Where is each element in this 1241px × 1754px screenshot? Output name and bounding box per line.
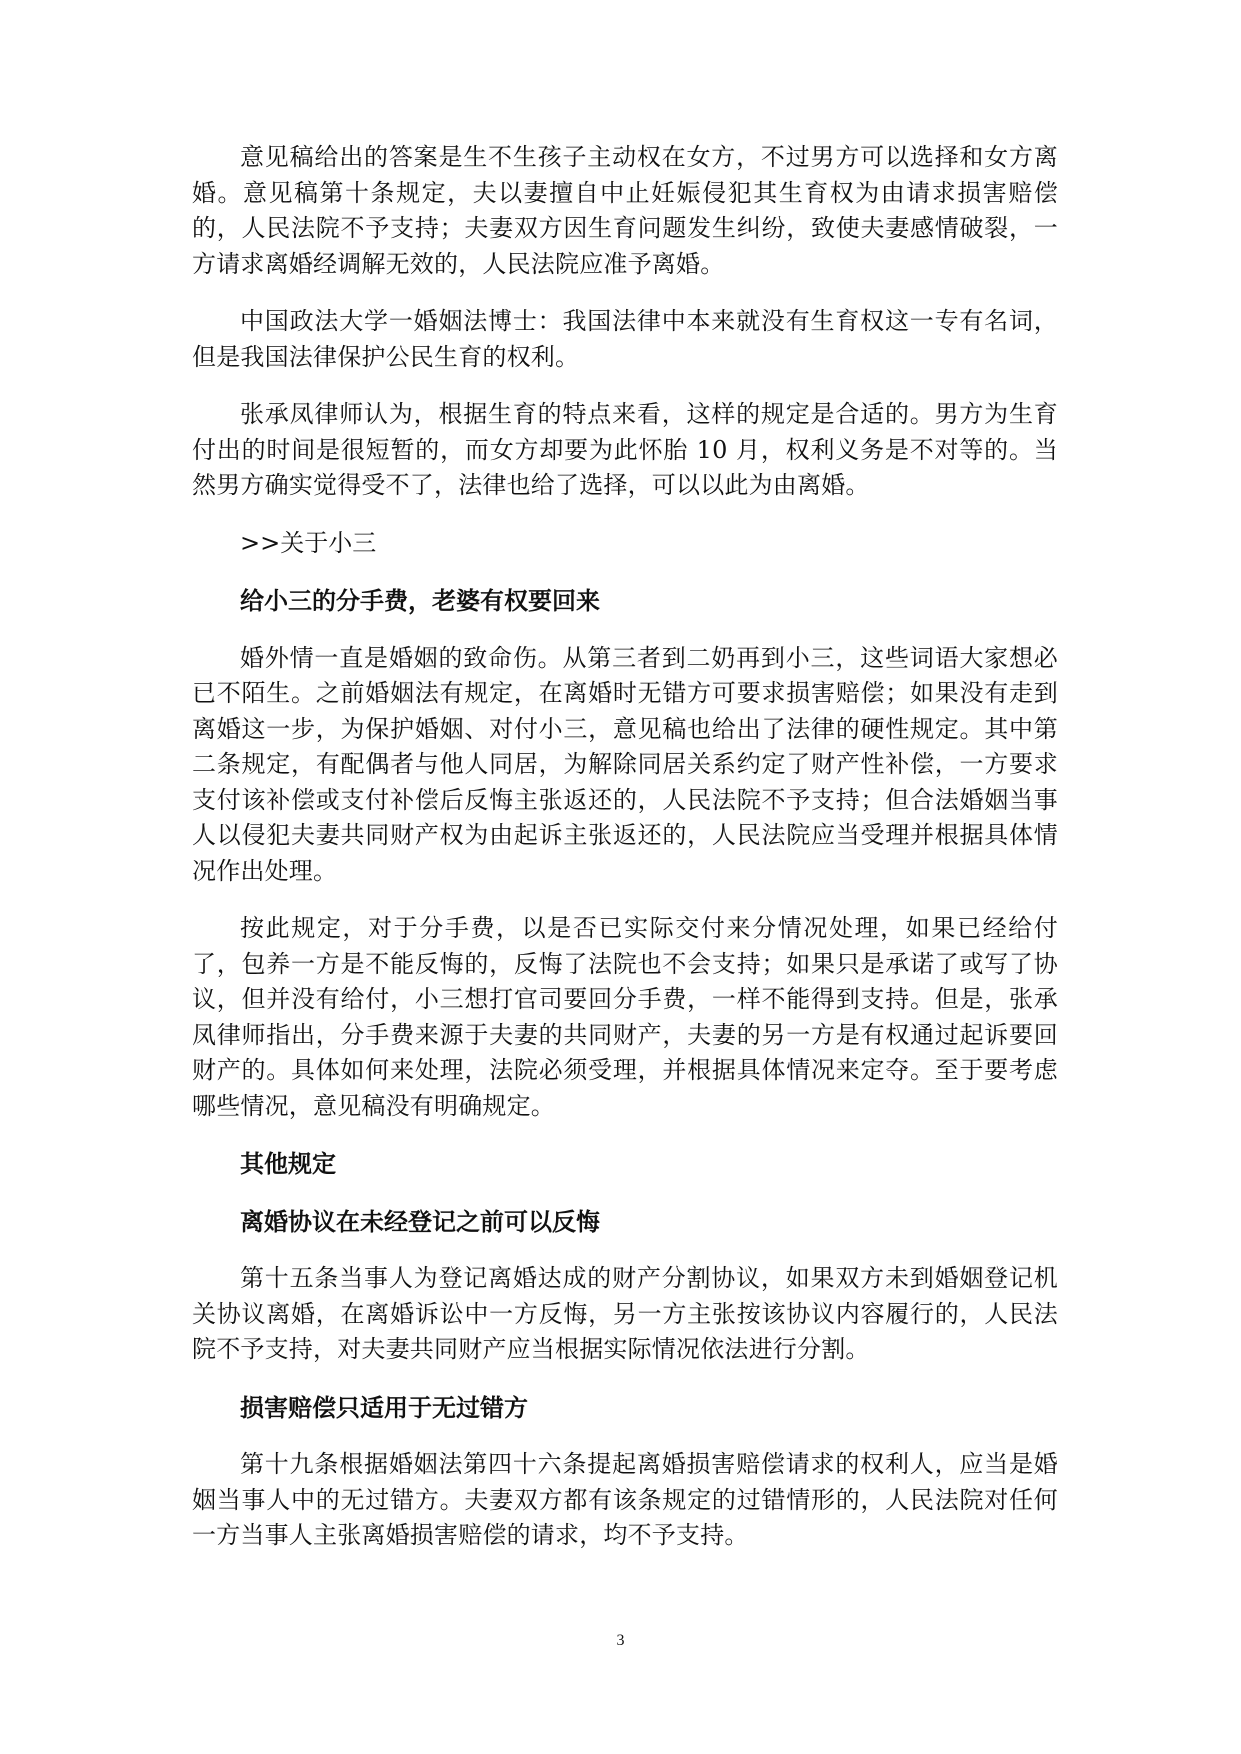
paragraph-article-fifteen: 第十五条当事人为登记离婚达成的财产分割协议，如果双方未到婚姻登记机关协议离婚，在离婚诉讼中一方反悔，另一方主张按该协议内容履行的，人民法院不予支持，对夫妻共同财产应当根据实际情况依法进行分割。 (192, 1264, 1058, 1363)
paragraph-article-nineteen: 第十九条根据婚姻法第四十六条提起离婚损害赔偿请求的权利人，应当是婚姻当事人中的无过错方。夫妻双方都有该条规定的过错情形的，人民法院对任何一方当事人主张离婚损害赔偿的请求，均不予支持。 (192, 1450, 1058, 1549)
subheading-damages: 损害赔偿只适用于无过错方 (240, 1392, 528, 1422)
section-heading-other-rules: 其他规定 (240, 1149, 336, 1178)
paragraph-extramarital-affairs: 婚外情一直是婚姻的致命伤。从第三者到二奶再到小三，这些词语大家想必已不陌生。之前婚姻法有规定，在离婚时无错方可要求损害赔偿；如果没有走到离婚这一步，为保护婚姻、对付小三，意见稿也给出了法律的硬性规定。其中第二条规定，有配偶者与他人同居，为解除同居关系约定了财产性补偿，一方要求支付该补偿或支付补偿后反悔主张返还的，人民法院不予支持；但合法婚姻当事人以侵犯夫妻共同财产权为由起诉主张返还的，人民法院应当受理并根据具体情况作出处理。 (192, 643, 1058, 885)
paragraph-law-doctor-opinion: 中国政法大学一婚姻法博士：我国法律中本来就没有生育权这一专有名词，但是我国法律保护公民生育的权利。 (192, 307, 1058, 371)
paragraph-lawyer-opinion: 张承凤律师认为，根据生育的特点来看，这样的规定是合适的。男方为生育付出的时间是很短暂的，而女方却要为此怀胎 10 月，权利义务是不对等的。当然男方确实觉得受不了，法律也给了选择，可以以此为由离婚。 (192, 400, 1058, 499)
section-heading-mistress: >>关于小三 (240, 528, 377, 557)
document-body (192, 140, 1058, 1576)
paragraph-breakup-fee-rules: 按此规定，对于分手费，以是否已实际交付来分情况处理，如果已经给付了，包养一方是不能反悔的，反悔了法院也不会支持；如果只是承诺了或写了协议，但并没有给付，小三想打官司要回分手费，一样不能得到支持。但是，张承凤律师指出，分手费来源于夫妻的共同财产，夫妻的另一方是有权通过起诉要回财产的。具体如何来处理，法院必须受理，并根据具体情况来定夺。至于要考虑哪些情况，意见稿没有明确规定。 (192, 914, 1058, 1120)
subheading-breakup-fee: 给小三的分手费，老婆有权要回来 (240, 586, 600, 615)
subheading-divorce-agreement: 离婚协议在未经登记之前可以反悔 (240, 1206, 600, 1236)
paragraph-abortion-rights: 意见稿给出的答案是生不生孩子主动权在女方，不过男方可以选择和女方离婚。意见稿第十条规定，夫以妻擅自中止妊娠侵犯其生育权为由请求损害赔偿的，人民法院不予支持；夫妻双方因生育问题发生纠纷，致使夫妻感情破裂，一方请求离婚经调解无效的，人民法院应准予离婚。 (192, 143, 1058, 278)
page-number: 3 (616, 1632, 625, 1649)
